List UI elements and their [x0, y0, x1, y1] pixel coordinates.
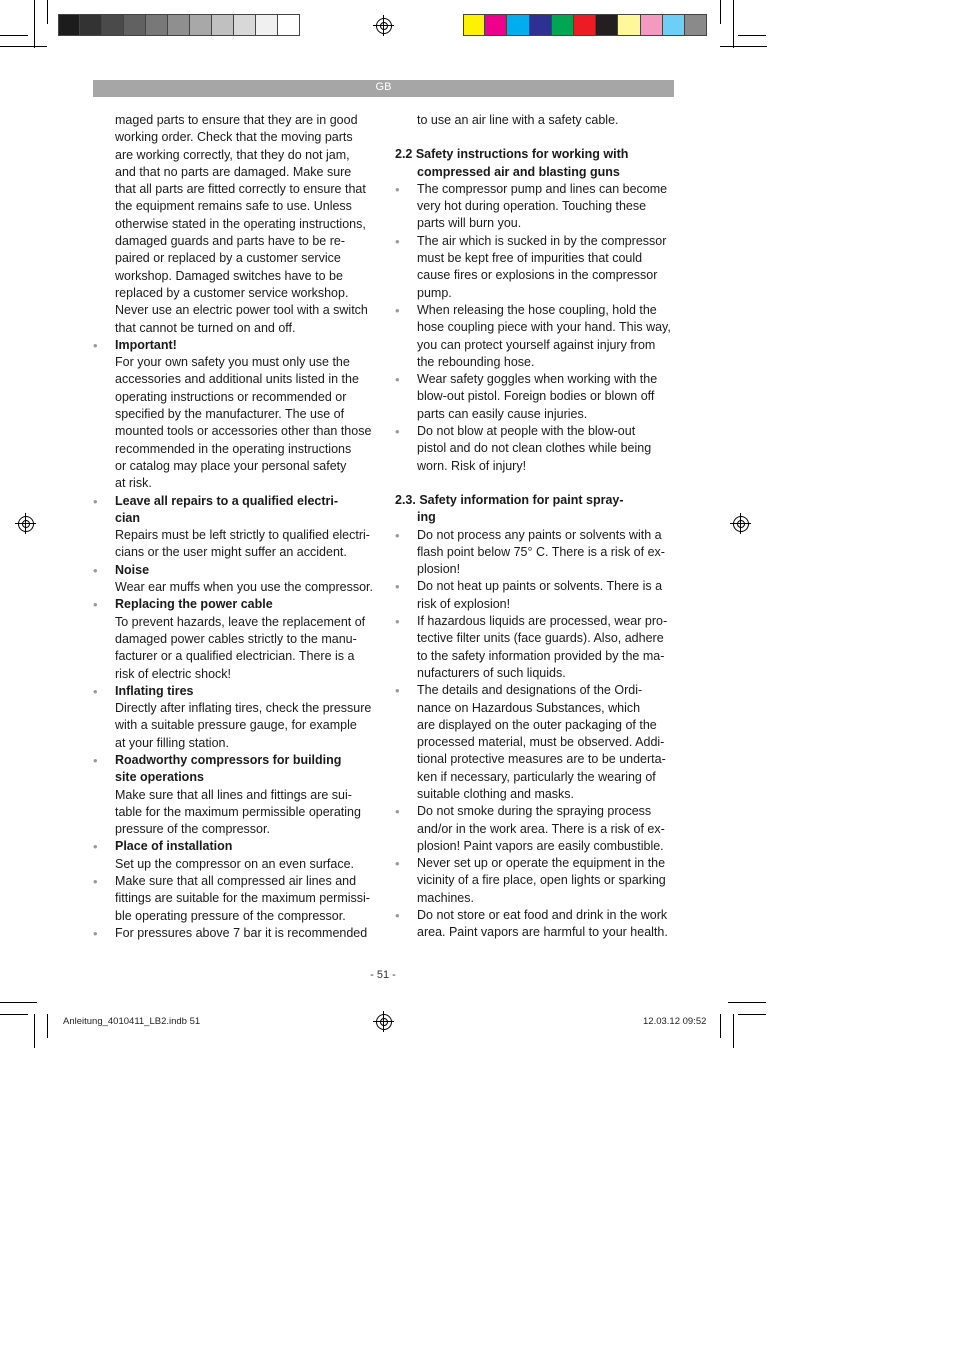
page-header-bar: [93, 80, 674, 97]
text-line: fittings are suitable for the maximum permissi-: [115, 891, 370, 906]
text-line: the equipment remains safe to use. Unless: [115, 199, 352, 214]
bullet-item: [93, 873, 378, 925]
crop-mark: [0, 1002, 37, 1003]
footer-date: 12.03.12 09:52: [643, 1016, 707, 1027]
text-line: cian: [115, 510, 141, 525]
text-line: machines.: [417, 890, 474, 905]
bullet-item: [395, 527, 680, 579]
text-line: For your own safety you must only use the: [115, 355, 350, 370]
registration-mark-icon: [733, 516, 749, 532]
text-line: • Roadworthy compressors for building: [115, 752, 342, 767]
text-line: nance on Hazardous Substances, which: [417, 700, 641, 715]
crop-mark: [720, 1014, 721, 1038]
text-line: site operations: [115, 770, 204, 785]
crop-mark: [0, 35, 28, 36]
text-line: paired or replaced by a customer service: [115, 251, 341, 266]
text-line: cause fires or explosions in the compressor: [417, 268, 658, 283]
text-line: Never use an electric power tool with a switch: [115, 303, 368, 318]
text-line: risk of explosion!: [417, 596, 511, 611]
bullet-item: [93, 562, 378, 597]
crop-mark: [0, 1014, 28, 1015]
bullet-item: [93, 838, 378, 873]
crop-mark: [47, 1014, 48, 1038]
text-line: • Do not smoke during the spraying process: [417, 804, 652, 819]
bullet-item: [395, 233, 680, 302]
text-line: • Do not process any paints or solvents with a: [417, 527, 662, 542]
text-line: • Make sure that all compressed air lines and: [115, 874, 357, 889]
color-swatch: [278, 14, 300, 36]
section-heading: [395, 146, 680, 181]
bullet-item: [395, 371, 680, 423]
bullet-item: [93, 752, 378, 838]
footer-file-info: Anleitung_4010411_LB2.indb 51: [63, 1016, 201, 1027]
color-swatch: [530, 14, 552, 36]
text-line: Repairs must be left strictly to qualified electri-: [115, 528, 370, 543]
text-line: suitable clothing and masks.: [417, 786, 575, 801]
crop-mark: [738, 1014, 766, 1015]
intro-paragraph: [93, 112, 378, 337]
text-line: • For pressures above 7 bar it is recommended: [115, 925, 368, 940]
bullet-item: [395, 181, 680, 233]
text-line: workshop. Damaged switches have to be: [115, 268, 343, 283]
registration-mark-icon: [18, 516, 34, 532]
bullet-item: [395, 302, 680, 371]
color-swatch: [146, 14, 168, 36]
text-line: • Place of installation: [115, 839, 233, 854]
bullet-item: [93, 493, 378, 562]
text-line: processed material, must be observed. Addi-: [417, 735, 665, 750]
text-line: To prevent hazards, leave the replacement of: [115, 614, 366, 629]
color-swatch: [212, 14, 234, 36]
text-line: Make sure that all lines and fittings are sui-: [115, 787, 352, 802]
text-line: replaced by a customer service workshop.: [115, 285, 349, 300]
text-line: pump.: [417, 285, 452, 300]
color-swatch: [102, 14, 124, 36]
crop-mark: [34, 0, 35, 48]
text-line: maged parts to ensure that they are in good: [115, 113, 358, 127]
bullet-item: [93, 683, 378, 752]
text-line: • Replacing the power cable: [115, 597, 273, 612]
text-line: damaged power cables strictly to the manu-: [115, 631, 357, 646]
crop-mark: [738, 35, 766, 36]
color-swatch: [256, 14, 278, 36]
bullet-item: [395, 855, 680, 907]
crop-mark: [733, 0, 734, 48]
text-line: • The compressor pump and lines can become: [417, 181, 668, 196]
color-swatch: [574, 14, 596, 36]
text-line: vicinity of a fire place, open lights or sparking: [417, 873, 666, 888]
text-line: tective filter units (face guards). Also, adhere: [417, 631, 664, 646]
color-swatch: [596, 14, 618, 36]
color-swatch: [124, 14, 146, 36]
text-line: • Do not store or eat food and drink in the work: [417, 908, 668, 923]
color-swatch: [190, 14, 212, 36]
text-line: flash point below 75° C. There is a risk of ex-: [417, 544, 665, 559]
registration-mark-icon: [376, 1014, 392, 1030]
text-line: cians or the user might suffer an accident.: [115, 545, 347, 560]
crop-mark: [733, 1014, 734, 1048]
text-line: pistol and do not clean clothes while being: [417, 441, 652, 456]
text-line: mounted tools or accessories other than those: [115, 424, 372, 439]
text-line: accessories and additional units listed in the: [115, 372, 359, 387]
text-line: at your filling station.: [115, 735, 229, 750]
text-line: operating instructions or recommended or: [115, 389, 347, 404]
bullet-item: [395, 907, 680, 942]
bullet-item: [93, 925, 378, 942]
text-line: • Inflating tires: [115, 683, 194, 698]
text-line: you can protect yourself against injury from: [417, 337, 656, 352]
color-swatch: [685, 14, 707, 36]
text-line: • Wear safety goggles when working with the: [417, 372, 658, 387]
text-line: that all parts are fitted correctly to ensure that: [115, 182, 366, 197]
text-line: recommended in the operating instructions: [115, 441, 352, 456]
text-line: working order. Check that the moving parts: [115, 130, 353, 145]
text-line: • The air which is sucked in by the compressor: [417, 233, 667, 248]
text-line: area. Paint vapors are harmful to your health.: [417, 925, 668, 940]
color-swatch: [80, 14, 102, 36]
text-line: Directly after inflating tires, check the pressure: [115, 701, 372, 716]
crop-mark: [720, 0, 721, 24]
crop-mark: [34, 1014, 35, 1048]
text-line: facturer or a qualified electrician. There is a: [115, 649, 355, 664]
text-line: • Noise: [115, 562, 150, 577]
text-line: or catalog may place your personal safety: [115, 458, 347, 473]
text-line: tional protective measures are to be underta-: [417, 752, 666, 767]
color-swatch: [552, 14, 574, 36]
text-line: • Do not blow at people with the blow-out: [417, 424, 636, 439]
text-line: plosion!: [417, 562, 461, 577]
bullet-item: [395, 803, 680, 855]
page-number: - 51 -: [370, 969, 396, 981]
color-swatch: [507, 14, 529, 36]
color-swatch: [168, 14, 190, 36]
text-line: plosion! Paint vapors are easily combustible.: [417, 838, 664, 853]
text-line: to the safety information provided by the ma-: [417, 648, 665, 663]
text-line: worn. Risk of injury!: [417, 458, 527, 473]
text-line: must be kept free of impurities that could: [417, 251, 643, 266]
text-line: are displayed on the outer packaging of the: [417, 717, 657, 732]
text-line: Set up the compressor on an even surface.: [115, 856, 355, 871]
bullet-item: [93, 596, 378, 682]
text-line: and/or in the work area. There is a risk of ex-: [417, 821, 665, 836]
text-line: • Do not heat up paints or solvents. There is a: [417, 579, 663, 594]
text-line: nufacturers of such liquids.: [417, 665, 566, 680]
left-column: [93, 112, 378, 942]
text-line: damaged guards and parts have to be re-: [115, 234, 346, 249]
text-line: parts will burn you.: [417, 216, 522, 231]
text-line: • The details and designations of the Ordi-: [417, 683, 643, 698]
section-heading: [395, 492, 680, 527]
heading-line: ing: [417, 510, 436, 525]
text-line: the rebounding hose.: [417, 354, 535, 369]
heading-line: 2.2 Safety instructions for working with: [395, 147, 629, 162]
right-column: [395, 112, 680, 942]
color-swatch: [234, 14, 256, 36]
text-line: • When releasing the hose coupling, hold the: [417, 302, 657, 317]
text-line: very hot during operation. Touching these: [417, 199, 647, 214]
text-line: • Leave all repairs to a qualified electri-: [115, 493, 339, 508]
text-line: with a suitable pressure gauge, for example: [115, 718, 357, 733]
crop-mark: [728, 1002, 766, 1003]
color-swatch: [58, 14, 80, 36]
registration-mark-icon: [376, 18, 392, 34]
text-line: are working correctly, that they do not jam,: [115, 147, 350, 162]
text-line: parts can easily cause injuries.: [417, 406, 588, 421]
language-label: GB: [375, 81, 392, 93]
text-line: ble operating pressure of the compressor.: [115, 908, 346, 923]
text-line: • Important!: [115, 337, 177, 352]
bullet-item: [93, 337, 378, 493]
text-line: Wear ear muffs when you use the compressor.: [115, 580, 373, 595]
text-line: blow-out pistol. Foreign bodies or blown off: [417, 389, 655, 404]
heading-line: compressed air and blasting guns: [417, 164, 620, 179]
text-line: to use an air line with a safety cable.: [417, 113, 619, 127]
text-line: • Never set up or operate the equipment in the: [417, 856, 666, 871]
text-line: risk of electric shock!: [115, 666, 232, 681]
color-swatch: [463, 14, 485, 36]
heading-line: 2.3. Safety information for paint spray-: [395, 492, 624, 507]
intro-paragraph: [395, 112, 680, 129]
color-swatch: [618, 14, 640, 36]
color-swatch: [663, 14, 685, 36]
crop-mark: [720, 46, 767, 47]
text-line: pressure of the compressor.: [115, 822, 270, 837]
color-swatch: [485, 14, 507, 36]
bullet-item: [395, 423, 680, 475]
bullet-item: [395, 682, 680, 803]
text-line: table for the maximum permissible operating: [115, 804, 361, 819]
color-swatch: [641, 14, 663, 36]
crop-mark: [0, 46, 47, 47]
text-line: and that no parts are damaged. Make sure: [115, 164, 352, 179]
bullet-item: [395, 578, 680, 613]
bullet-item: [395, 613, 680, 682]
text-line: hose coupling piece with your hand. This way,: [417, 320, 671, 335]
text-line: otherwise stated in the operating instructions,: [115, 216, 366, 231]
crop-mark: [47, 0, 48, 24]
text-line: at risk.: [115, 476, 152, 491]
text-line: • If hazardous liquids are processed, wear pro-: [417, 614, 668, 629]
text-line: specified by the manufacturer. The use of: [115, 407, 345, 422]
text-line: that cannot be turned on and off.: [115, 320, 296, 335]
text-line: ken if necessary, particularly the wearing of: [417, 769, 656, 784]
